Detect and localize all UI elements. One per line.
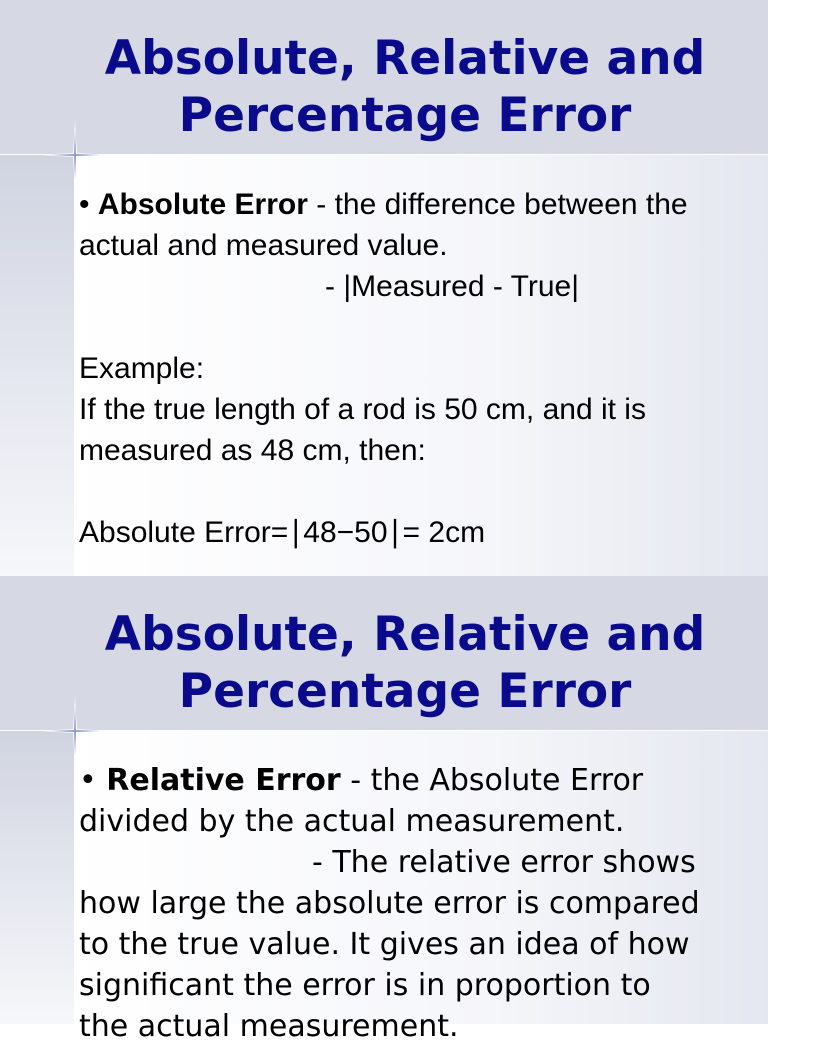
left-decorative-bar — [0, 155, 74, 576]
bullet: • — [79, 763, 97, 798]
slide-title — [40, 606, 770, 720]
title-line-1: Absolute, Relative and — [104, 31, 706, 86]
slide-title — [40, 30, 770, 144]
slide-body — [79, 184, 799, 553]
example-label: Example: — [79, 352, 205, 385]
blank-line — [79, 471, 799, 512]
definition-line — [79, 760, 819, 801]
explanation-line-5: the actual measurement. — [79, 1009, 459, 1044]
term-separator: - — [340, 763, 371, 798]
title-line-2: Percentage Error — [178, 88, 632, 143]
title-line-2: Percentage Error — [178, 664, 632, 719]
definition-text: the difference between the — [334, 188, 688, 221]
title-divider — [0, 154, 768, 155]
left-decorative-bar — [0, 731, 74, 1024]
blank-line — [79, 307, 799, 348]
example-line-2: measured as 48 cm, then: — [79, 434, 426, 467]
explanation-line-1: - The relative error shows — [312, 845, 696, 880]
formula: - |Measured - True| — [325, 270, 580, 303]
slide-relative-error — [0, 576, 768, 1044]
term-relative-error: Relative Error — [106, 763, 341, 798]
explanation-line-4: significant the error is in proportion to — [79, 968, 651, 1003]
explanation-line-3: to the true value. It gives an idea of how — [79, 927, 690, 962]
title-line-1: Absolute, Relative and — [104, 607, 706, 662]
term-absolute-error: Absolute Error — [97, 188, 308, 221]
example-line-1: If the true length of a rod is 50 cm, and it is — [79, 393, 646, 426]
definition-line — [79, 184, 799, 225]
slide-body — [79, 760, 819, 1047]
explanation-line-2: how large the absolute error is compared — [79, 886, 700, 921]
result-line: Absolute Error=∣48−50∣= 2cm — [79, 516, 486, 549]
definition-line-2: actual and measured value. — [79, 229, 448, 262]
definition-text: the Absolute Error — [370, 763, 644, 798]
definition-line-2: divided by the actual measurement. — [79, 804, 625, 839]
title-divider — [0, 730, 768, 731]
term-separator: - — [307, 188, 335, 221]
bullet: • — [79, 188, 90, 221]
